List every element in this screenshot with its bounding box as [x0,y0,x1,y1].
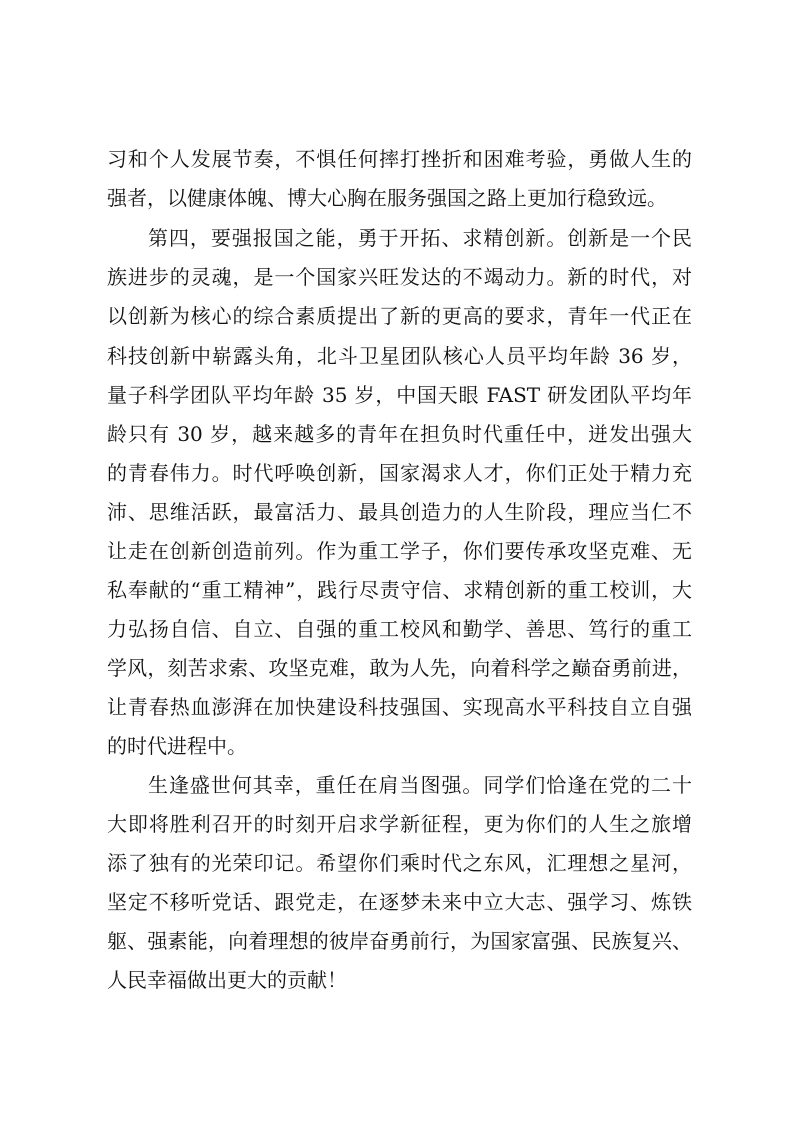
paragraph-line: 强者，以健康体魄、博大心胸在服务强国之路上更加行稳致远。 [107,186,667,210]
paragraph-line: 让走在创新创造前列。作为重工学子，你们要传承攻坚克难、无 [107,539,692,563]
paragraph-line: 坚定不移听党话、跟党走，在逐梦未来中立大志、强学习、炼铁 [107,890,692,914]
paragraph-line: 躯、强素能，向着理想的彼岸奋勇前行，为国家富强、民族复兴、 [107,929,692,953]
paragraph-line: 第四，要强报国之能，勇于开拓、求精创新。创新是一个民 [148,226,692,250]
paragraph-line: 的时代进程中。 [107,734,247,758]
paragraph-line: 龄只有 30 岁，越来越多的青年在担负时代重任中，迸发出强大 [107,422,692,446]
paragraph-line: 量子科学团队平均年龄 35 岁，中国天眼 FAST 研发团队平均年 [107,383,692,407]
paragraph-line: 学风，刻苦求索、攻坚克难，敢为人先，向着科学之巅奋勇前进， [107,656,692,680]
paragraph-line: 添了独有的光荣印记。希望你们乘时代之东风，汇理想之星河， [107,851,692,875]
paragraph-line: 生逢盛世何其幸，重任在肩当图强。同学们恰逢在党的二十 [148,773,692,797]
paragraph-line: 大即将胜利召开的时刻开启求学新征程，更为你们的人生之旅增 [107,812,692,836]
paragraph-line: 私奉献的“重工精神”，践行尽责守信、求精创新的重工校训，大 [107,578,692,602]
paragraph-line: 让青春热血澎湃在加快建设科技强国、实现高水平科技自立自强 [107,695,692,719]
paragraph-line: 人民幸福做出更大的贡献！ [107,968,347,992]
paragraph-line: 沛、思维活跃，最富活力、最具创造力的人生阶段，理应当仁不 [107,500,692,524]
paragraph-line: 以创新为核心的综合素质提出了新的更高的要求，青年一代正在 [107,304,692,328]
paragraph-line: 科技创新中崭露头角，北斗卫星团队核心人员平均年龄 36 岁， [107,344,692,368]
paragraph-line: 族进步的灵魂，是一个国家兴旺发达的不竭动力。新的时代，对 [107,265,692,289]
paragraph-line: 的青春伟力。时代呼唤创新，国家渴求人才，你们正处于精力充 [107,461,692,485]
paragraph-line: 习和个人发展节奏，不惧任何摔打挫折和困难考验，勇做人生的 [107,147,692,171]
paragraph-line: 力弘扬自信、自立、自强的重工校风和勤学、善思、笃行的重工 [107,617,692,641]
